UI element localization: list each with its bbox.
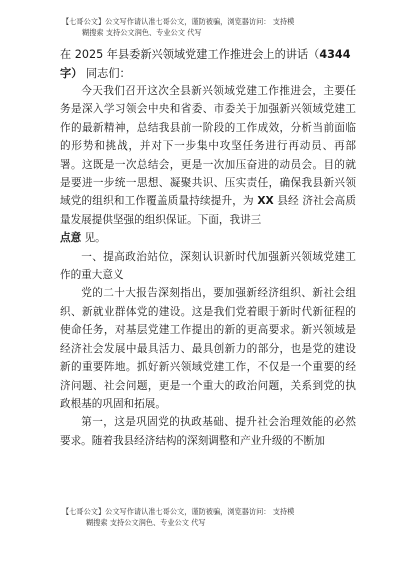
intro-text: 今天我们召开这次全县新兴领域党建工作推进会，主要任务是深入学习领会中央和省委、市委关于加强新兴领域党建工作的最新精神，总结我县前一阶段的工作成效，分析当前面临的形势和挑战，并对下一步集中攻坚任务进行再动员、再部署。这既是一次总结会，更是一次加压奋进的动员会。目的就是要进一步统一思想、凝聚共识、压实责任，确保我县新兴领域党的组织和工作覆盖质量持续提升，为 bbox=[60, 85, 356, 208]
intro-tail: 县经 济社会高质量发展提供坚强的组织保证。下面，我讲三 bbox=[60, 195, 357, 226]
title-word-count: 4344 bbox=[319, 48, 351, 61]
document-body bbox=[60, 82, 356, 450]
title-pre: 在 bbox=[60, 48, 75, 61]
intro-end: 见。 bbox=[81, 232, 106, 245]
header-line-1: 【七哥公文】公文写作请认准七哥公文，谨防被骗，浏览器访问： 支持模 bbox=[62, 17, 295, 26]
paragraph-first-point: 第一，这是巩固党的执政基础、提升社会治理效能的必然要求。随着我县经济结构的深刻调整和产业升级的不断加 bbox=[60, 416, 356, 447]
salutation: 同志们： bbox=[82, 67, 131, 80]
document-title bbox=[60, 46, 360, 83]
page-header bbox=[62, 16, 362, 38]
intro-bold: 点意 bbox=[60, 232, 82, 245]
page-footer bbox=[62, 506, 362, 528]
footer-line-1: 【七哥公文】公文写作请认准七哥公文，谨防被骗，浏览器访问： 支持模 bbox=[62, 507, 295, 516]
paragraph-intro bbox=[60, 82, 356, 248]
title-word-unit: 字） bbox=[60, 66, 83, 80]
section-heading-1: 一、提高政治站位，深刻认识新时代加强新兴领域党建工作的重大意义 bbox=[60, 250, 356, 282]
paragraph-report: 党的二十大报告深刻指出，要加强新经济组织、新社会组织、新就业群体党的建设。这是我们党着眼于新时代新征程的使命任务，对基层党建工作提出的新的更高要求。新兴领域是经济社会发展中最具活力、最具创新力的部分，也是党的建设新的重要阵地。抓好新兴领域党建工作，不仅是一个重要的经济问题、社会问题，更是一个重大的政治问题，关系到党的执政根基的巩固和拓展。 bbox=[60, 287, 356, 410]
title-year: 2025 bbox=[74, 48, 104, 61]
title-main: 年县委新兴领域党建工作推进会上的讲话（ bbox=[103, 48, 320, 61]
header-line-2: 糊搜索 支持公文润色、专业公文 代写 bbox=[82, 28, 202, 37]
county-placeholder: XX bbox=[257, 195, 274, 208]
footer-line-2: 糊搜索 支持公文润色、专业公文 代写 bbox=[86, 518, 206, 527]
